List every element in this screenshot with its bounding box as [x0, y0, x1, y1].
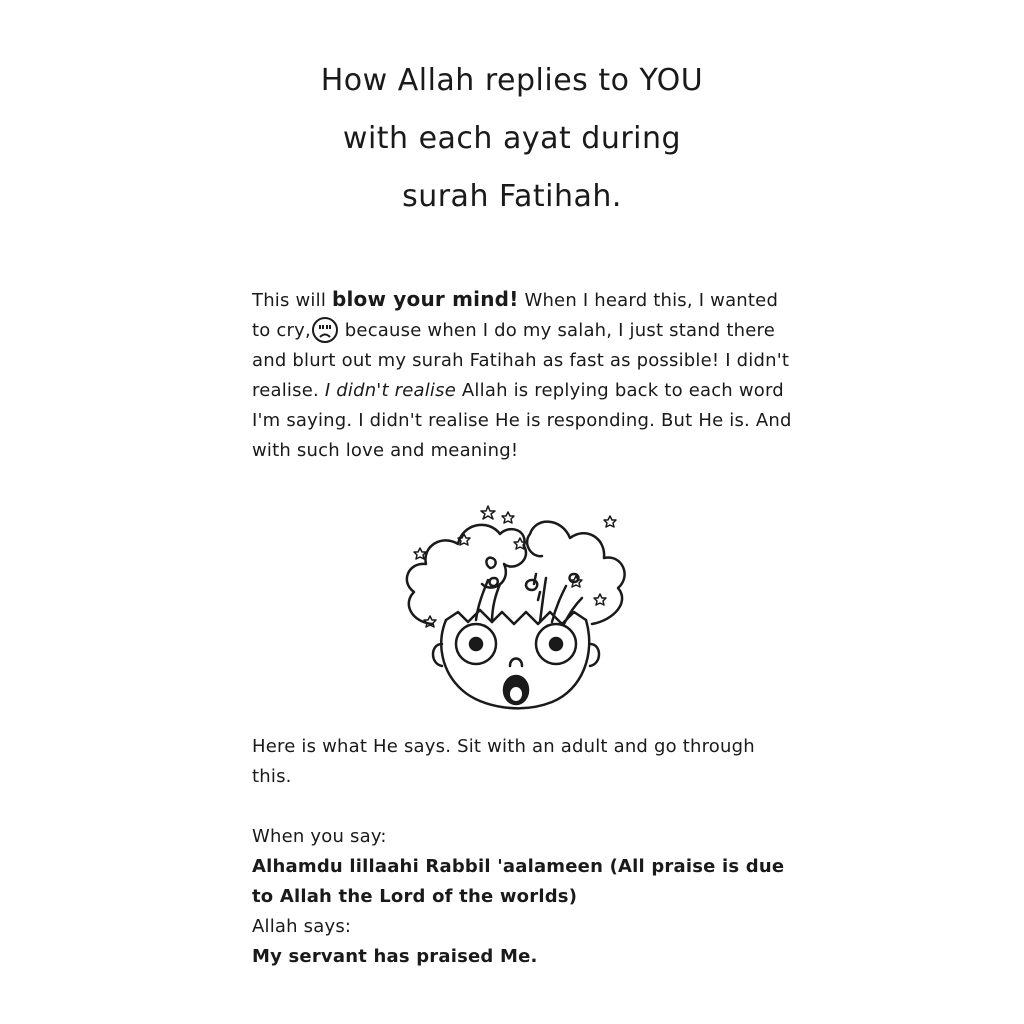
- intro-emphasis: blow your mind!: [331, 287, 519, 311]
- mind-blown-head-illustration: [392, 494, 642, 716]
- verse-text: Alhamdu lillaahi Rabbil 'aalameen (All praise is due to Allah the Lord of the worlds): [252, 856, 785, 907]
- guide-paragraph: Here is what He says. Sit with an adult and go through this.: [252, 736, 755, 787]
- intro-text-1: This will: [252, 290, 332, 311]
- title-line-2: with each ayat during: [342, 121, 682, 156]
- title-line-3: surah Fatihah.: [402, 179, 622, 214]
- qa-block: [252, 822, 792, 972]
- intro-paragraph: [252, 284, 792, 466]
- page-title: [0, 52, 1024, 226]
- intro-text-3: because when I do my salah, I just stand there and blurt out my surah Fatihah as fast as possible! I didn't realise.: [252, 320, 790, 401]
- intro-italic: I didn't realise: [324, 380, 456, 401]
- intro-text-2: When I heard this, I wanted to cry,: [252, 290, 779, 341]
- intro-text-4: Allah is replying back to each word I'm saying. I didn't realise He is responding. But He is. And with such love and meaning!: [252, 380, 792, 461]
- title-line-1: How Allah replies to YOU: [320, 63, 704, 98]
- reply-text: My servant has praised Me.: [252, 946, 538, 967]
- allah-says-label: Allah says:: [252, 916, 352, 937]
- sad-face-icon: [311, 316, 339, 344]
- when-you-say-label: When you say:: [252, 826, 387, 847]
